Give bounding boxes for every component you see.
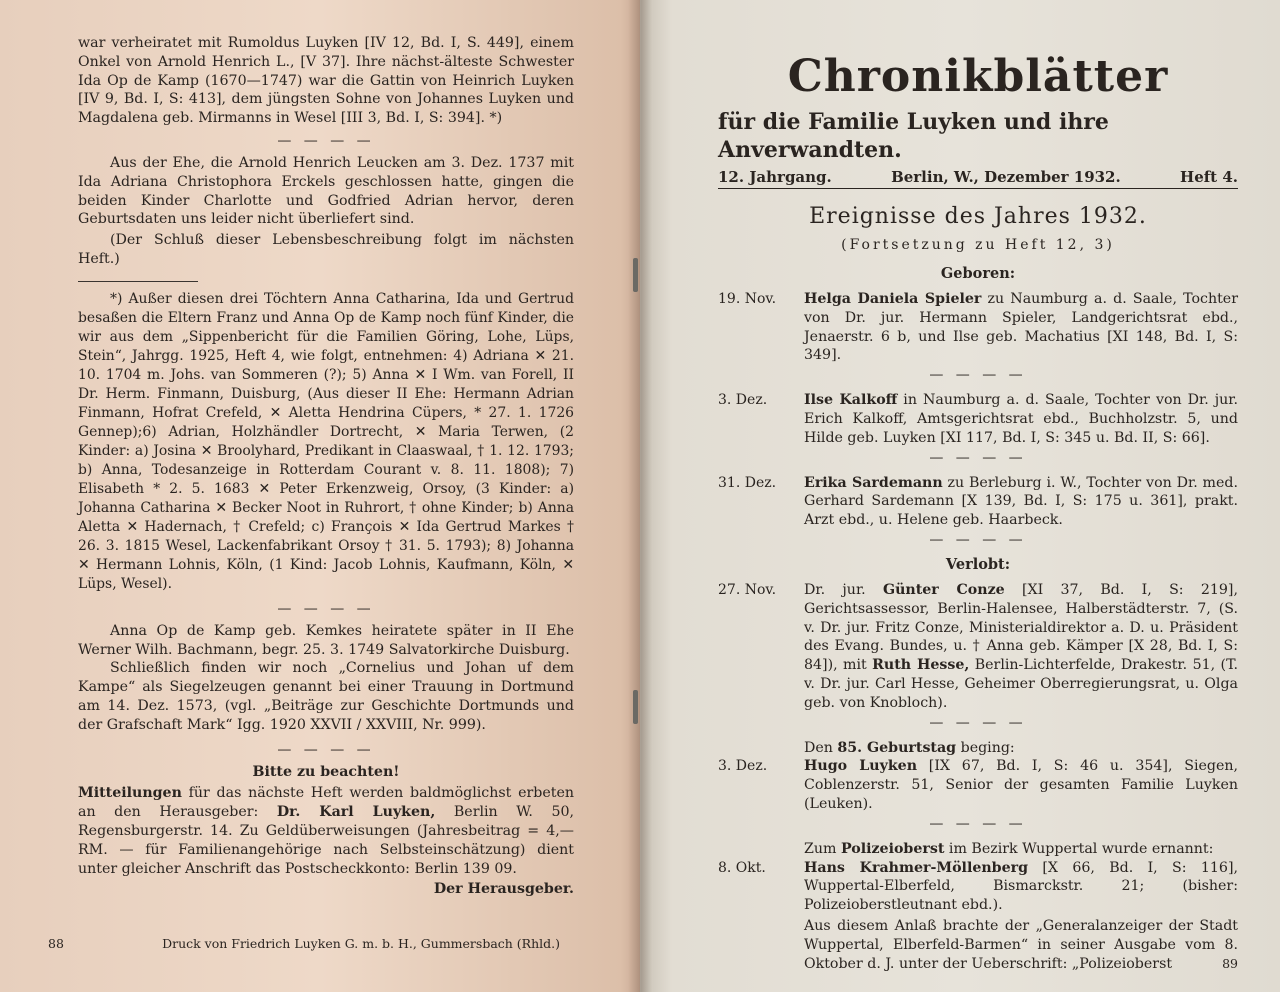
event-entry xyxy=(718,757,1238,813)
intro-emphasis: 85. Geburtstag xyxy=(837,739,957,756)
separator: — — — — xyxy=(929,531,1027,548)
volume: 12. Jahrgang. xyxy=(718,168,832,186)
event-date: 19. Nov. xyxy=(718,291,777,307)
page-number: 89 xyxy=(1222,956,1238,971)
notice-paragraph xyxy=(78,784,574,878)
footnote: *) Außer diesen drei Töchtern Anna Catharina, Ida und Gertrud besaßen die Eltern Franz und Anna Op de Kamp noch fünf Kinder, die wir aus dem „Sippenbericht für die Familien Göring, Lohe, Lüps, Stein“, Jahrgg. 1925, Heft 4, wie folgt, entnehmen: 4) Adriana ✕ 21. 10. 1704 m. Johs. van Sommeren (?); 5) Anna ✕ I Wm. van Forell, II Dr. Herm. Finmann, Duisburg, (Aus dieser II Ehe: Hermann Adrian Finmann, Hofrat Crefeld, ✕ Aletta Hendrina Cüpers, * 27. 1. 1726 Gennep);6) Adrian, Holzhändler Dortrecht, ✕ Maria Terwen, (2 Kinder: a) Josina ✕ Broolyhard, Predikant in Claaswaal, † 1. 12. 1793; b) Anna, Todesanzeige in Rotterdam Courant v. 8. 11. 1808); 7) Elisabeth * 2. 5. 1683 ✕ Peter Erkenzweig, Orsoy, (3 Kinder: a) Johanna Catharina ✕ Becker Noot in Ruhrort, † ohne Kinder; b) Anna Aletta ✕ Hadernach, † Crefeld; c) François ✕ Ida Gertrud Markes † 26. 3. 1815 Wesel, Lackenfabrikant Orsoy † 31. 5. 1793); 8) Johanna ✕ Hermann Lohnis, Köln, (1 Kind: Jacob Lohnis, Kaufmann, Köln, ✕ Lüps, Wesel). xyxy=(78,290,574,592)
person-name: Erika Sardemann xyxy=(804,474,943,491)
event-date: 27. Nov. xyxy=(718,581,777,598)
place-date: Berlin, W., Dezember 1932. xyxy=(891,168,1121,186)
event-date: 3. Dez. xyxy=(718,758,768,775)
event-entry xyxy=(718,391,1238,447)
editor-name: Dr. Karl Luyken, xyxy=(276,804,436,821)
event-details: [XI 37, Bd. I, S: 219], Gerichtsassessor, Berlin-Halensee, Halberstädterstr. 7, (S. v. Dr. jur. Fritz Conze, Ministerialdirektor a. D. u. Präsident des Evang. Bundes, u. † Anna geb. Kämper [X 28, Bd. I, S: 84]), mit xyxy=(804,581,1238,674)
event-entry xyxy=(718,859,1238,915)
appointment-intro xyxy=(804,840,1238,859)
event-details: in Naumburg a. d. Saale, Tochter von Dr. jur. Erich Kalkoff, Amtsgerichtsrat ebd., Buchholzstr. 5, und Hilde geb. Luyken [XI 117, Bd. I, S: 345 u. Bd. II, S: 66]. xyxy=(804,392,1238,446)
closing-paragraph: Aus diesem Anlaß brachte der „Generalanzeiger der Stadt Wuppertal, Elberfeld-Barmen“ in seiner Ausgabe vom 8. Oktober d. J. unter der Ueberschrift: „Polizeioberst xyxy=(804,917,1238,972)
event-date: 8. Okt. xyxy=(718,859,766,876)
event-details: [IX 67, Bd. I, S: 46 u. 354], Siegen, Coblenzerstr. 51, Senior der gesamten Familie Luyken (Leuken). xyxy=(804,758,1239,812)
event-details: Berlin-Lichterfelde, Drakestr. 51, (T. v. Dr. jur. Carl Hesse, Geheimer Oberregierungsrat, u. Olga geb. von Knobloch). xyxy=(804,657,1238,711)
notice-text-b: Berlin W. 50, Regensburgerstr. 14. Zu Geldüberweisungen (Jahresbeitrag = 4,— RM. — für Familienangehörige nach Selbsteinschätzung) dient unter gleicher Anschrift das Postscheckkonto: Berlin 139 09. xyxy=(78,804,575,877)
event-details: zu Berleburg i. W., Tochter von Dr. med. Gerhard Sardemann [X 139, Bd. I, S: 175 u. 361], prakt. Arzt ebd., u. Helene geb. Haarbeck. xyxy=(804,474,1238,529)
intro-text: Zum xyxy=(804,840,841,857)
event-date: 31. Dez. xyxy=(718,474,777,491)
engaged-heading: Verlobt: xyxy=(945,555,1011,573)
separator: — — — — xyxy=(277,741,375,758)
paragraph-bachmann: Anna Op de Kamp geb. Kemkes heiratete später in II Ehe Werner Wilh. Bachmann, begr. 25. 3. 1749 Salvatorkirche Duisburg. xyxy=(78,622,574,658)
printer-line: Druck von Friedrich Luyken G. m. b. H., Gummersbach (Rhld.) xyxy=(162,936,560,951)
issue-number: Heft 4. xyxy=(1180,168,1238,186)
event-text xyxy=(804,474,1238,530)
intro-text: im Bezirk Wuppertal wurde ernannt: xyxy=(944,840,1214,857)
issue-line xyxy=(718,168,1238,189)
separator: — — — — xyxy=(929,714,1027,731)
notice-title: Bitte zu beachten! xyxy=(252,763,400,780)
event-text xyxy=(804,757,1238,813)
paragraph-op-de-kamp: war verheiratet mit Rumoldus Luyken [IV 12, Bd. I, S. 449], einem Onkel von Arnold Henrich L., [V 37]. Ihre nächst-älteste Schwester Ida Op de Kamp (1670—1747) war die Gattin von Heinrich Luyken [IV 9, Bd. I, S: 413], dem jüngsten Sohne von Johannes Luyken und Magdalena geb. Mirmanns in Wesel [III 3, Bd. I, S: 394]. *) xyxy=(78,35,574,127)
person-name: Helga Daniela Spieler xyxy=(804,291,982,307)
paragraph-marriage: Aus der Ehe, die Arnold Henrich Leucken am 3. Dez. 1737 mit Ida Adriana Christophora Erckels geschlossen hatte, gingen die beiden Kinder Charlotte und Godfried Adrian hervor, deren Geburtsdaten uns leider nicht überliefert sind. xyxy=(78,154,574,228)
separator: — — — — xyxy=(929,815,1027,832)
event-details: zu Naumburg a. d. Saale, Tochter von Dr. jur. Hermann Spieler, Landgerichtsrat ebd., Jenaerstr. 6 b, und Ilse geb. Machatius [XI 148, Bd. I, S: 349]. xyxy=(804,291,1238,364)
continuation-note: (Der Schluß dieser Lebensbeschreibung folgt im nächsten Heft.) xyxy=(78,232,574,267)
intro-emphasis: Polizeioberst xyxy=(840,840,945,857)
event-entry xyxy=(718,290,1238,365)
book-gutter xyxy=(628,0,652,992)
separator: — — — — xyxy=(277,600,375,617)
birthday-intro xyxy=(804,739,1238,758)
paragraph-kampe: Schließlich finden wir noch „Cornelius und Johan uf dem Kampe“ als Siegelzeugen genannt bei einer Trauung in Dortmund am 14. Dez. 1573, (vgl. „Beiträge zur Geschichte Dortmunds und der Grafschaft Mark“ Igg. 1920 XXVII / XXVIII, Nr. 999). xyxy=(78,660,574,733)
person-name: Ruth Hesse, xyxy=(872,657,970,674)
event-text xyxy=(804,581,1238,713)
journal-title: Chronikblätter xyxy=(787,51,1169,102)
person-name: Hugo Luyken xyxy=(804,758,918,775)
event-text xyxy=(804,859,1238,915)
event-entry xyxy=(718,581,1238,713)
intro-text: beging: xyxy=(956,739,1015,756)
right-page xyxy=(640,0,1280,992)
person-name: Ilse Kalkoff xyxy=(804,392,898,409)
event-date: 3. Dez. xyxy=(718,392,768,409)
born-heading: Geboren: xyxy=(940,265,1016,282)
person-name: Günter Conze xyxy=(882,581,1005,598)
signature: Der Herausgeber. xyxy=(433,881,574,898)
event-details: [X 66, Bd. I, S: 116], Wuppertal-Elberfeld, Bismarckstr. 21; (bisher: Polizeioberstleutnant ebd.). xyxy=(804,859,1238,914)
staple xyxy=(633,690,638,724)
notice-text-a: für das nächste Heft werden baldmöglichst erbeten an den Herausgeber: xyxy=(78,785,574,821)
journal-subtitle: für die Familie Luyken und ihre Anverwandten. xyxy=(718,109,1109,163)
section-heading: Ereignisse des Jahres 1932. xyxy=(809,204,1147,229)
intro-text: Den xyxy=(804,739,838,756)
page-number: 88 xyxy=(48,936,64,951)
event-details: Dr. jur. xyxy=(804,581,883,598)
continuation-ref: (Fortsetzung zu Heft 12, 3) xyxy=(841,237,1115,253)
separator: — — — — xyxy=(929,449,1027,466)
event-entry xyxy=(718,474,1238,530)
separator: — — — — xyxy=(277,132,375,149)
notice-lead: Mitteilungen xyxy=(78,785,182,802)
footnote-divider xyxy=(78,281,198,282)
separator: — — — — xyxy=(929,367,1027,384)
event-text xyxy=(804,391,1238,447)
person-name: Hans Krahmer-Möllenberg xyxy=(804,859,1029,876)
staple xyxy=(633,258,638,292)
event-text xyxy=(804,290,1238,365)
